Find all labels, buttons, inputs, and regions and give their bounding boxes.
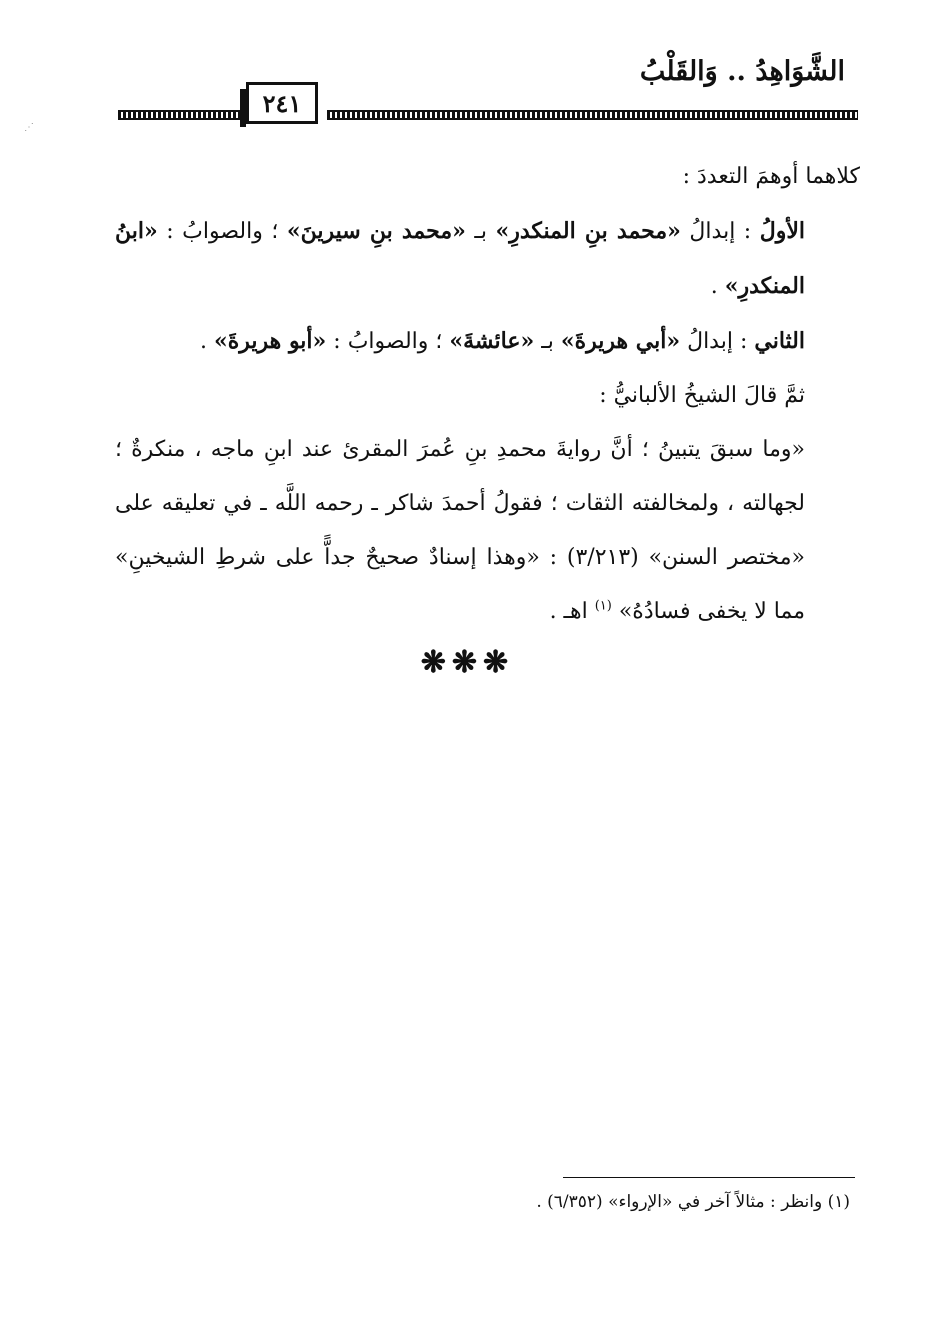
header-rule-left xyxy=(118,110,246,120)
second-mid2: بـ xyxy=(534,329,561,354)
footnote-rule xyxy=(563,1177,855,1178)
second-end: . xyxy=(200,329,214,354)
quote-text: «وما سبقَ يتبينُ ؛ أنَّ روايةَ محمدِ بنِ عُمرَ المقرئ عند ابنِ ماجه ، منكرةٌ ؛ لجهالته ، ولمخالفته الثقات ؛ فقولُ أحمدَ شاكر ـ رحمه اللَّه ـ في تعليقه على «مختصر السنن» (٣/٢١٣) : «وهذا إسنادٌ صحيحٌ جداًّ على شرطِ الشيخينِ» مما لا يخفى فسادُهُ» xyxy=(115,437,805,624)
second-bold3: «أبو هريرةَ» xyxy=(214,328,327,354)
first-end: . xyxy=(710,274,725,299)
paragraph-first xyxy=(115,204,860,314)
quote-end: اهـ . xyxy=(549,599,595,624)
first-mid1: : إبدالُ xyxy=(680,219,760,244)
second-bold2: «عائشةَ» xyxy=(449,328,535,354)
footnote-reference: (١) xyxy=(594,598,612,614)
first-mid3: ؛ والصوابُ : xyxy=(157,219,287,244)
first-label: الأولُ xyxy=(759,218,805,244)
header-rule-right xyxy=(327,110,858,120)
second-label: الثاني xyxy=(754,328,805,354)
paragraph-second xyxy=(115,314,860,369)
first-mid2: بـ xyxy=(465,219,496,244)
footnote-text: (١) وانظر : مثالاً آخر في «الإرواء» (٦/٣٥٢) . xyxy=(536,1192,850,1212)
paragraph-intro xyxy=(115,150,860,204)
paragraph-quote xyxy=(115,423,860,639)
section-separator: ❋❋❋ xyxy=(420,645,515,680)
first-bold2: «محمد بنِ سيرينَ» xyxy=(286,218,466,244)
second-mid3: ؛ والصوابُ : xyxy=(326,329,450,354)
then-line: ثمَّ قالَ الشيخُ الألبانيُّ : xyxy=(599,383,805,408)
running-header-title: الشَّوَاهِدُ .. وَالقَلْبُ xyxy=(639,56,845,87)
scan-speck: ⋰ xyxy=(24,122,34,133)
second-bold1: «أبي هريرةَ» xyxy=(560,328,681,354)
page-number-box xyxy=(246,82,318,124)
main-text xyxy=(115,150,860,639)
second-mid1: : إبدالُ xyxy=(680,329,755,354)
first-bold3: «ابنُ المنكدرِ» xyxy=(115,218,805,299)
first-bold1: «محمد بنِ المنكدرِ» xyxy=(495,218,681,244)
intro-line: كلاهما أوهمَ التعددَ : xyxy=(682,164,860,189)
page-number: ٢٤١ xyxy=(262,88,302,118)
paragraph-then xyxy=(115,369,860,423)
